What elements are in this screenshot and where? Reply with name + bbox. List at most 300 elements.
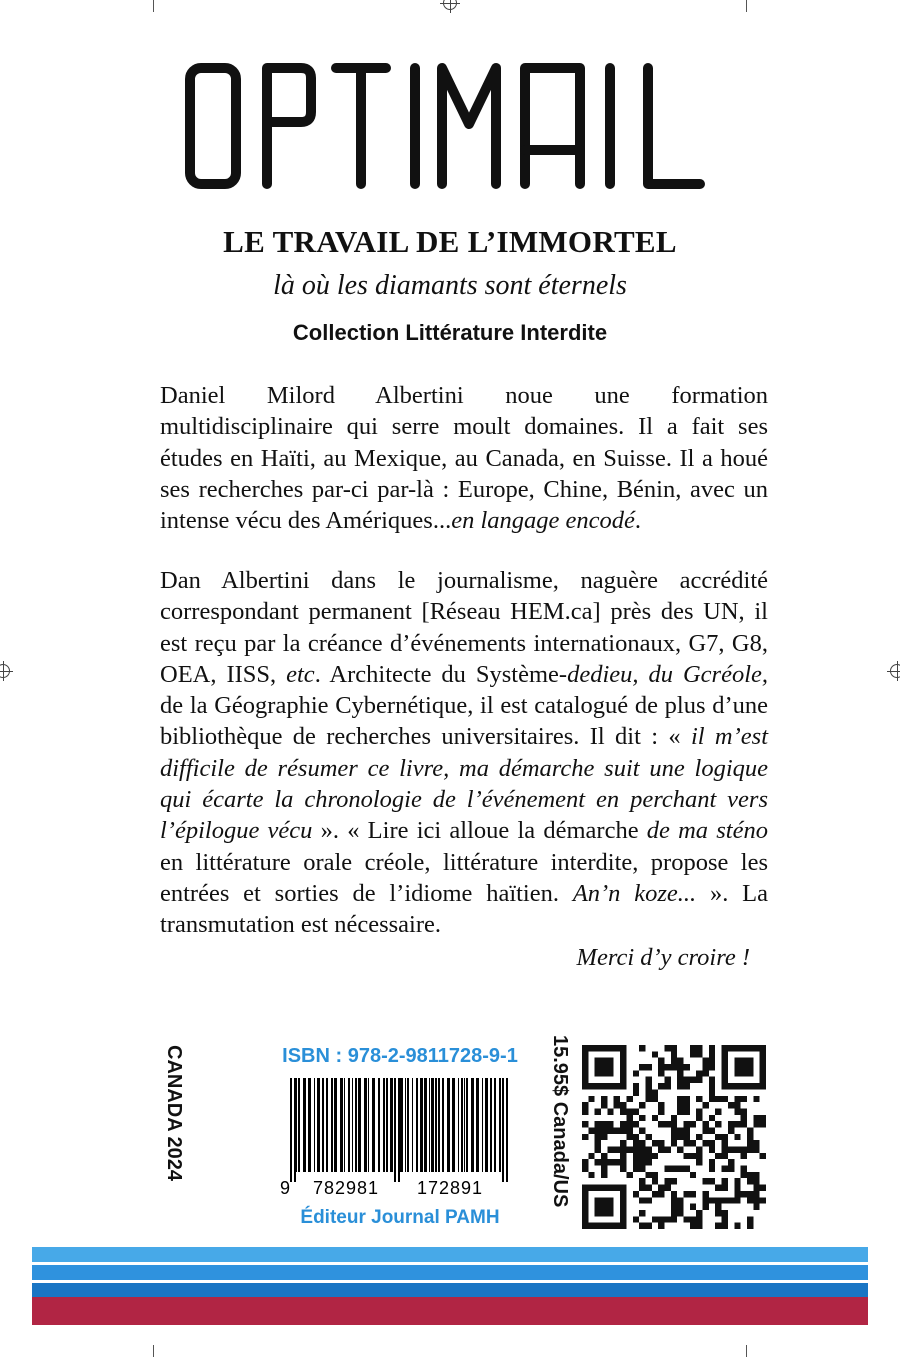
color-band <box>32 1265 868 1280</box>
qr-module <box>639 1178 645 1184</box>
qr-module <box>753 1178 759 1184</box>
qr-module <box>639 1064 645 1070</box>
qr-module <box>652 1178 658 1184</box>
qr-module <box>620 1051 626 1057</box>
barcode-bar <box>494 1078 496 1172</box>
qr-module <box>671 1197 677 1203</box>
qr-module <box>715 1210 721 1216</box>
qr-module <box>741 1083 747 1089</box>
qr-module <box>595 1159 601 1165</box>
qr-module <box>588 1096 594 1102</box>
qr-module <box>633 1159 639 1165</box>
qr-module <box>620 1127 626 1133</box>
qr-module <box>645 1223 651 1229</box>
barcode-bar <box>506 1078 508 1182</box>
qr-module <box>677 1108 683 1114</box>
book-title: LE TRAVAIL DE L’IMMORTEL <box>223 224 677 259</box>
qr-module <box>690 1223 696 1229</box>
qr-module <box>690 1121 696 1127</box>
qr-module <box>747 1083 753 1089</box>
barcode-bar <box>471 1078 474 1172</box>
qr-module <box>664 1185 670 1191</box>
qr-module <box>664 1166 670 1172</box>
qr-module <box>601 1153 607 1159</box>
barcode-bar <box>368 1078 369 1172</box>
qr-module <box>658 1058 664 1064</box>
qr-module <box>684 1216 690 1222</box>
qr-module <box>728 1197 734 1203</box>
qr-module <box>753 1140 759 1146</box>
qr-module <box>734 1185 740 1191</box>
qr-module <box>753 1197 759 1203</box>
qr-module <box>607 1159 613 1165</box>
qr-module <box>595 1070 601 1076</box>
qr-module <box>645 1077 651 1083</box>
qr-module <box>658 1064 664 1070</box>
qr-module <box>601 1058 607 1064</box>
qr-module <box>684 1121 690 1127</box>
qr-module <box>620 1204 626 1210</box>
barcode-bar <box>431 1078 434 1172</box>
qr-module <box>760 1070 766 1076</box>
qr-module <box>633 1070 639 1076</box>
barcode-bar <box>476 1078 479 1172</box>
qr-module <box>658 1108 664 1114</box>
qr-module <box>709 1089 715 1095</box>
qr-module <box>639 1115 645 1121</box>
qr-module <box>684 1134 690 1140</box>
qr-module <box>664 1216 670 1222</box>
logo-letter <box>267 68 311 184</box>
qr-module <box>696 1153 702 1159</box>
qr-module <box>595 1134 601 1140</box>
qr-module <box>671 1216 677 1222</box>
qr-module <box>722 1166 728 1172</box>
qr-module <box>753 1204 759 1210</box>
qr-module <box>696 1134 702 1140</box>
qr-module <box>734 1102 740 1108</box>
qr-module <box>607 1185 613 1191</box>
qr-module <box>633 1134 639 1140</box>
qr-module <box>620 1102 626 1108</box>
qr-module <box>741 1096 747 1102</box>
qr-module <box>639 1127 645 1133</box>
qr-module <box>747 1178 753 1184</box>
qr-module <box>626 1127 632 1133</box>
qr-module <box>601 1070 607 1076</box>
qr-module <box>696 1115 702 1121</box>
qr-module <box>753 1147 759 1153</box>
qr-module <box>722 1051 728 1057</box>
qr-module <box>633 1147 639 1153</box>
barcode-bar <box>331 1078 333 1172</box>
qr-module <box>760 1197 766 1203</box>
qr-module <box>677 1166 683 1172</box>
qr-module <box>652 1172 658 1178</box>
qr-module <box>639 1140 645 1146</box>
qr-module <box>709 1197 715 1203</box>
qr-module <box>620 1223 626 1229</box>
qr-module <box>703 1197 709 1203</box>
qr-module <box>639 1147 645 1153</box>
qr-module <box>671 1058 677 1064</box>
qr-module <box>582 1159 588 1165</box>
qr-module <box>677 1210 683 1216</box>
qr-module <box>626 1147 632 1153</box>
qr-module <box>601 1045 607 1051</box>
qr-module <box>595 1058 601 1064</box>
barcode-bar <box>398 1078 400 1182</box>
qr-module <box>747 1070 753 1076</box>
barcode-bar <box>502 1078 504 1182</box>
qr-module <box>601 1159 607 1165</box>
qr-module <box>709 1159 715 1165</box>
qr-module <box>639 1185 645 1191</box>
qr-module <box>626 1134 632 1140</box>
barcode-bar <box>326 1078 328 1172</box>
qr-module <box>664 1178 670 1184</box>
qr-module <box>601 1134 607 1140</box>
qr-module <box>734 1070 740 1076</box>
qr-module <box>582 1051 588 1057</box>
barcode-bar <box>348 1078 350 1172</box>
qr-module <box>633 1191 639 1197</box>
barcode-bar <box>378 1078 380 1172</box>
barcode-bar <box>458 1078 459 1172</box>
barcode-bar <box>372 1078 375 1172</box>
qr-module <box>715 1223 721 1229</box>
qr-module <box>753 1115 759 1121</box>
qr-module <box>696 1210 702 1216</box>
qr-module <box>639 1102 645 1108</box>
qr-module <box>760 1051 766 1057</box>
qr-module <box>664 1083 670 1089</box>
qr-module <box>671 1166 677 1172</box>
barcode-bar <box>424 1078 427 1172</box>
barcode-bar <box>464 1078 465 1172</box>
qr-module <box>588 1185 594 1191</box>
qr-module <box>671 1178 677 1184</box>
qr-module <box>626 1115 632 1121</box>
qr-module <box>645 1197 651 1203</box>
qr-module <box>684 1127 690 1133</box>
qr-module <box>722 1045 728 1051</box>
qr-module <box>760 1064 766 1070</box>
country-year: CANADA 2024 <box>163 1045 185 1181</box>
qr-module <box>588 1172 594 1178</box>
qr-module <box>582 1197 588 1203</box>
qr-module <box>728 1166 734 1172</box>
qr-module <box>620 1045 626 1051</box>
qr-module <box>715 1096 721 1102</box>
qr-module <box>703 1178 709 1184</box>
qr-module <box>633 1140 639 1146</box>
qr-module <box>614 1096 620 1102</box>
qr-module <box>633 1121 639 1127</box>
qr-module <box>734 1121 740 1127</box>
qr-module <box>741 1153 747 1159</box>
qr-module <box>760 1185 766 1191</box>
qr-module <box>690 1172 696 1178</box>
qr-module <box>734 1178 740 1184</box>
qr-module <box>741 1064 747 1070</box>
qr-module <box>607 1058 613 1064</box>
qr-module <box>645 1096 651 1102</box>
qr-module <box>760 1058 766 1064</box>
qr-module <box>760 1077 766 1083</box>
author-bio-paragraph: Daniel Milord Albertini noue une formation multidisciplinaire qui serre moult domaines. Il a fait ses études en Haïti, au Mexique, au Canada, en Suisse. Il a houé ses recherches par-ci par-là : Europe, Chine, Bénin, avec un intense vécu des Amériques...en langage encodé. <box>160 382 768 535</box>
barcode-digit: 9 <box>280 1178 291 1198</box>
qr-module <box>734 1108 740 1114</box>
qr-module <box>715 1204 721 1210</box>
qr-module <box>601 1204 607 1210</box>
qr-module <box>709 1140 715 1146</box>
qr-module <box>753 1045 759 1051</box>
qr-module <box>639 1153 645 1159</box>
qr-module <box>696 1045 702 1051</box>
qr-module <box>652 1216 658 1222</box>
qr-module <box>741 1191 747 1197</box>
barcode-bar <box>364 1078 367 1172</box>
logo-letter <box>442 68 496 184</box>
color-band-red <box>32 1297 868 1325</box>
qr-module <box>747 1134 753 1140</box>
qr-module <box>703 1127 709 1133</box>
qr-module <box>582 1108 588 1114</box>
qr-module <box>728 1121 734 1127</box>
qr-module <box>741 1172 747 1178</box>
qr-module <box>747 1058 753 1064</box>
qr-module <box>677 1197 683 1203</box>
qr-module <box>588 1223 594 1229</box>
qr-module <box>595 1045 601 1051</box>
qr-module <box>677 1134 683 1140</box>
qr-module <box>696 1108 702 1114</box>
qr-module <box>671 1191 677 1197</box>
qr-module <box>582 1070 588 1076</box>
qr-module <box>741 1108 747 1114</box>
qr-module <box>601 1223 607 1229</box>
qr-module <box>582 1166 588 1172</box>
barcode <box>260 1078 532 1198</box>
qr-module <box>747 1140 753 1146</box>
qr-module <box>747 1216 753 1222</box>
qr-module <box>690 1216 696 1222</box>
qr-module <box>601 1096 607 1102</box>
qr-module <box>658 1185 664 1191</box>
qr-module <box>741 1070 747 1076</box>
qr-module <box>595 1185 601 1191</box>
barcode-bar <box>452 1078 455 1172</box>
qr-module <box>728 1045 734 1051</box>
barcode-bar <box>405 1078 406 1172</box>
qr-module <box>677 1064 683 1070</box>
qr-module <box>588 1083 594 1089</box>
qr-module <box>614 1102 620 1108</box>
qr-module <box>696 1070 702 1076</box>
qr-module <box>652 1140 658 1146</box>
qr-module <box>684 1191 690 1197</box>
logo-letter <box>336 68 386 184</box>
qr-module <box>614 1127 620 1133</box>
qr-module <box>747 1064 753 1070</box>
qr-module <box>639 1045 645 1051</box>
qr-module <box>614 1159 620 1165</box>
qr-module <box>703 1058 709 1064</box>
qr-module <box>722 1070 728 1076</box>
collection-name: Collection Littérature Interdite <box>292 320 608 345</box>
qr-module <box>620 1216 626 1222</box>
barcode-bar <box>334 1078 337 1172</box>
barcode-bar <box>352 1078 353 1172</box>
qr-module <box>595 1127 601 1133</box>
qr-module <box>709 1051 715 1057</box>
qr-module <box>633 1153 639 1159</box>
qr-module <box>614 1185 620 1191</box>
qr-module <box>715 1108 721 1114</box>
qr-module <box>703 1064 709 1070</box>
qr-module <box>722 1147 728 1153</box>
qr-module <box>614 1147 620 1153</box>
qr-module <box>722 1064 728 1070</box>
barcode-bar <box>358 1078 361 1172</box>
qr-module <box>722 1140 728 1146</box>
qr-module <box>607 1223 613 1229</box>
qr-module <box>741 1166 747 1172</box>
barcode-bar <box>416 1078 418 1172</box>
qr-module <box>709 1077 715 1083</box>
qr-module <box>690 1140 696 1146</box>
qr-module <box>633 1216 639 1222</box>
barcode-bar <box>303 1078 306 1172</box>
qr-module <box>696 1223 702 1229</box>
qr-module <box>753 1191 759 1197</box>
qr-module <box>753 1121 759 1127</box>
qr-module <box>582 1191 588 1197</box>
qr-module <box>582 1058 588 1064</box>
barcode-bar <box>485 1078 488 1172</box>
qr-module <box>658 1191 664 1197</box>
qr-module <box>614 1083 620 1089</box>
barcode-bar <box>322 1078 324 1172</box>
qr-module <box>671 1115 677 1121</box>
qr-module <box>747 1127 753 1133</box>
color-band <box>32 1283 868 1297</box>
logo-title-text: OPTIMAL <box>447 180 453 181</box>
qr-module <box>652 1096 658 1102</box>
barcode-bars <box>290 1078 508 1182</box>
qr-module <box>734 1147 740 1153</box>
registration-mark-icon <box>0 664 10 678</box>
qr-module <box>722 1096 728 1102</box>
qr-module <box>614 1045 620 1051</box>
qr-module <box>734 1223 740 1229</box>
qr-module <box>753 1083 759 1089</box>
qr-module <box>709 1147 715 1153</box>
barcode-bar <box>290 1078 292 1182</box>
barcode-bar <box>394 1078 396 1182</box>
qr-module <box>595 1204 601 1210</box>
qr-module <box>722 1083 728 1089</box>
barcode-bar <box>386 1078 388 1172</box>
qr-module <box>741 1045 747 1051</box>
barcode-bar <box>490 1078 492 1172</box>
logo-letter <box>525 68 580 184</box>
qr-module <box>645 1089 651 1095</box>
qr-module <box>620 1191 626 1197</box>
qr-module <box>645 1153 651 1159</box>
qr-module <box>601 1185 607 1191</box>
qr-module <box>715 1153 721 1159</box>
barcode-bar <box>442 1078 444 1172</box>
barcode-bar <box>466 1078 468 1172</box>
qr-module <box>684 1108 690 1114</box>
qr-module <box>671 1045 677 1051</box>
price-label: 15.95$ Canada/US <box>549 1035 571 1208</box>
qr-module <box>760 1121 766 1127</box>
qr-module <box>722 1197 728 1203</box>
qr-module <box>753 1172 759 1178</box>
qr-module <box>677 1070 683 1076</box>
qr-module <box>722 1210 728 1216</box>
qr-module <box>626 1121 632 1127</box>
barcode-bar <box>435 1078 437 1172</box>
qr-module <box>715 1121 721 1127</box>
qr-module <box>620 1108 626 1114</box>
qr-module <box>715 1197 721 1203</box>
qr-module <box>728 1159 734 1165</box>
qr-module <box>601 1197 607 1203</box>
qr-module <box>760 1115 766 1121</box>
qr-module <box>633 1108 639 1114</box>
qr-module <box>645 1185 651 1191</box>
qr-module <box>690 1051 696 1057</box>
qr-module <box>677 1058 683 1064</box>
qr-module <box>684 1064 690 1070</box>
qr-module <box>709 1083 715 1089</box>
qr-module <box>684 1096 690 1102</box>
crop-mark <box>746 0 747 12</box>
qr-module <box>595 1210 601 1216</box>
qr-module <box>709 1127 715 1133</box>
qr-module <box>595 1108 601 1114</box>
qr-module <box>582 1210 588 1216</box>
qr-module <box>677 1083 683 1089</box>
qr-module <box>684 1140 690 1146</box>
signoff: Merci d’y croire ! <box>576 944 750 971</box>
qr-module <box>715 1185 721 1191</box>
qr-module <box>620 1121 626 1127</box>
qr-module <box>709 1115 715 1121</box>
qr-module <box>607 1204 613 1210</box>
qr-module <box>747 1045 753 1051</box>
book-subtitle: là où les diamants sont éternels <box>273 270 627 301</box>
qr-module <box>671 1210 677 1216</box>
qr-module <box>709 1096 715 1102</box>
qr-module <box>588 1127 594 1133</box>
barcode-bar <box>317 1078 320 1172</box>
qr-module <box>620 1083 626 1089</box>
qr-module <box>696 1216 702 1222</box>
qr-module <box>652 1191 658 1197</box>
qr-module <box>639 1223 645 1229</box>
crop-mark <box>153 0 154 12</box>
qr-module <box>620 1185 626 1191</box>
qr-module <box>607 1083 613 1089</box>
barcode-bar <box>420 1078 423 1172</box>
crop-mark <box>153 1345 154 1357</box>
qr-module <box>722 1178 728 1184</box>
